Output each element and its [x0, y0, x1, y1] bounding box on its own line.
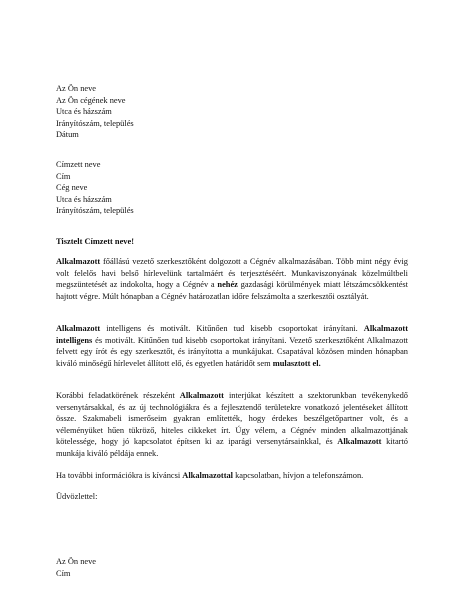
- letter-date: Dátum: [56, 130, 79, 140]
- paragraph-4: Ha további információkra is kíváncsi Alkalmazottal kapcsolatban, hívjon a telefonszámon.: [56, 471, 364, 480]
- keyword: Alkalmazott: [56, 324, 101, 333]
- signature-block: [56, 556, 408, 579]
- recipient-address: [56, 159, 408, 217]
- recipient-city: Irányítószám, település: [56, 206, 134, 216]
- keyword: Alkalmazott: [337, 437, 382, 447]
- sender-company: Az Ön cégének neve: [56, 95, 126, 105]
- sender-address: [56, 83, 408, 141]
- sender-name: Az Ön neve: [56, 84, 96, 93]
- recipient-company: Cég neve: [56, 183, 88, 193]
- keyword: Alkalmazott: [56, 257, 101, 266]
- sender-city: Irányítószám, település: [56, 118, 134, 128]
- paragraph-1: Alkalmazott főállású vezető szerkesztőként dolgozott a Cégnév alkalmazásában. Több mint négy évig volt felelős havi belső hírlevelünk tartalmáért és terjesztéséért. Munkaviszonyának közelmúltbeli megszüntetését az indokolta, hogy a Cégnév a nehéz gazdasági körülmények miatt létszámcsökkentést hajtott végre. Múlt hónapban a Cégnév határozatlan időre felszámolta a szerkesztői osztályát.: [56, 257, 409, 301]
- paragraph-3: Korábbi feladatkörének részeként Alkalmazott interjúkat készített a szektorunkban tevékenykedő versenytársakkal, és az új technológiákra és a fejlesztendő területekre vonatkozó jelentéseket állított össze. Szakmabeli ismerőseim gyakran említették, hogy érdekes beszélgetőpartner volt, és a véleményüket hűen tükröző, hiteles cikkeket írt. Úgy vélem, a Cégnév minden alkalmazottjának kötelessége, hogy jó kapcsolatot építsen ki az iparági versenytársainkkal, és Alkalmazott kitartó munkája kiváló példája ennek.: [56, 391, 408, 458]
- salutation: Tisztelt Címzett neve!: [56, 237, 134, 246]
- recipient-street: Utca és házszám: [56, 194, 112, 204]
- paragraph-2: Alkalmazott intelligens és motivált. Kitűnően tud kisebb csoportokat irányítani. Alkalmazott intelligens és motivált. Kitűnően tud kisebb csoportokat irányítani. Vezető szerkesztőként Alkalmazott felvett egy írót és egy szerkesztőt, és irányította a munkájukat. Csapatával közösen minden hónapban kiváló minőségű hírlevelet állított elő, és egyetlen határidőt sem mulasztott el.: [56, 324, 408, 368]
- recipient-title: Cím: [56, 171, 71, 181]
- recipient-name: Címzett neve: [56, 160, 101, 169]
- keyword: Alkalmazott: [363, 324, 408, 333]
- sender-street: Utca és házszám: [56, 107, 112, 117]
- keyword: Alkalmazott: [179, 391, 224, 400]
- closing: Üdvözlettel:: [56, 492, 98, 501]
- signature-name: Az Ön neve: [56, 557, 96, 566]
- signature-title: Cím: [56, 568, 71, 578]
